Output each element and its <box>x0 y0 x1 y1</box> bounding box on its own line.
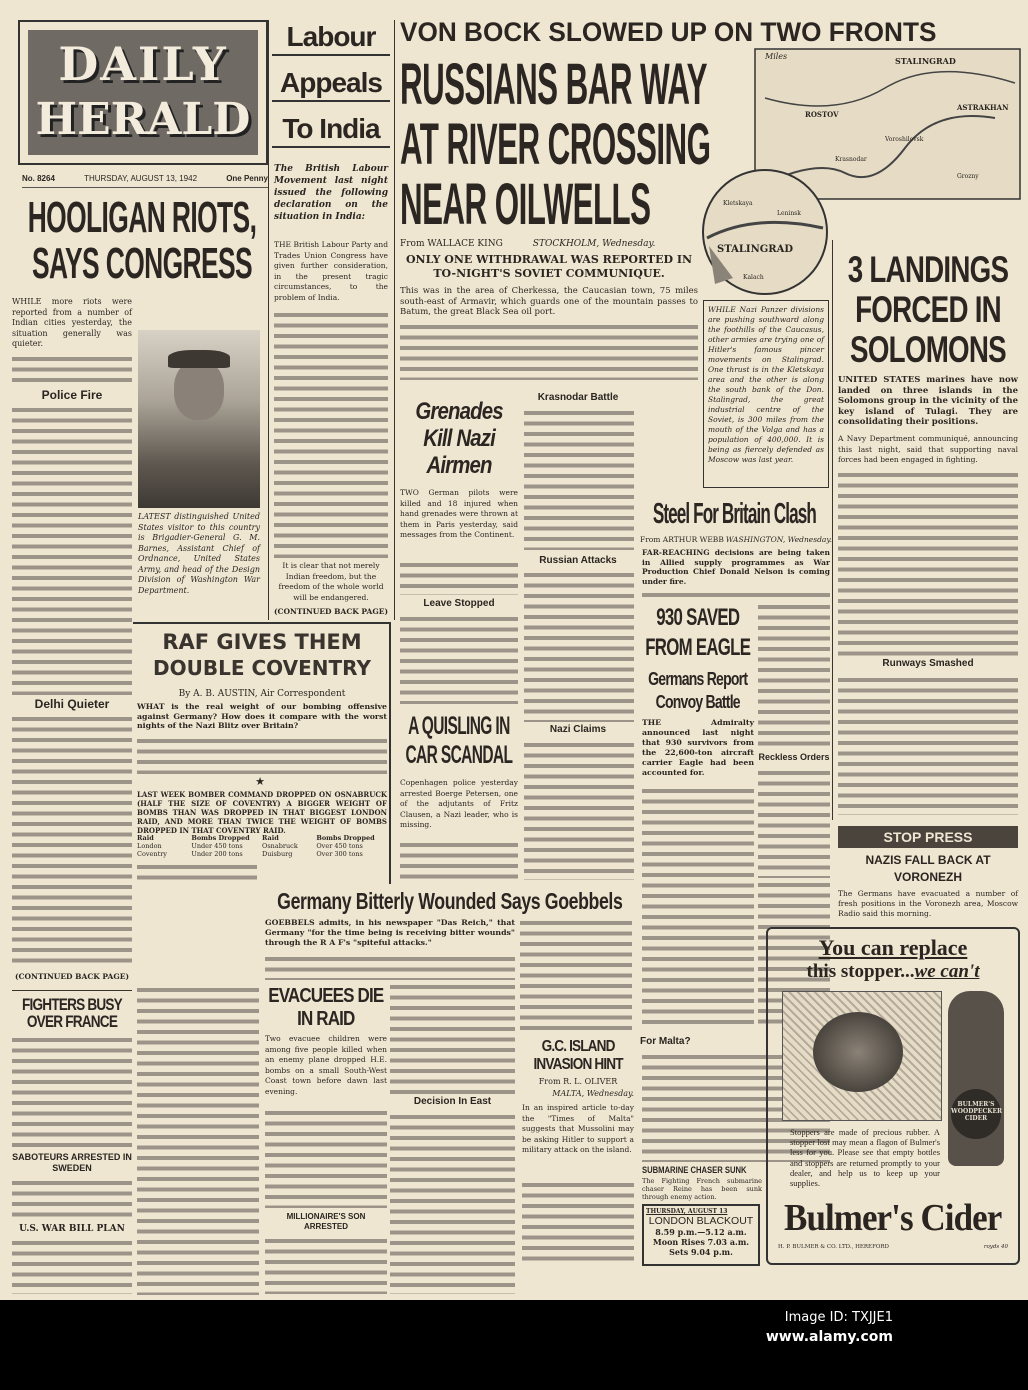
masthead-title-1: DAILY <box>58 37 228 91</box>
labour-closing: It is clear that not merely Indian freedom, but the freedom of the whole world will be endangered. <box>278 561 384 602</box>
labour-intro: The British Labour Movement last night issued the following declaration on the situation in India: <box>274 164 388 222</box>
krasnodar-body-text <box>524 408 634 550</box>
subhead-police-fire: Police Fire <box>41 388 103 402</box>
labour-headline-3: To India <box>272 116 390 148</box>
footer-bar <box>0 1300 1028 1390</box>
raf-lead: WHAT is the real weight of our bombing offensive against Germany? How does it compare with the worst nights of the Nazi Blitz over Britain? <box>137 702 387 730</box>
hooligan-continued: (CONTINUED BACK PAGE) <box>14 972 130 981</box>
raf-body-text-3 <box>137 985 259 1295</box>
goebbels-body-text <box>265 954 515 980</box>
goebbels-body: GOEBBELS admits, in his newspaper "Das Reich," that Germany "for the time being is receiving bitter wounds" through the R A F's "spiteful attacks." <box>265 918 515 947</box>
ad-line-1: You can replace <box>818 935 968 960</box>
hooligan-body-text <box>12 714 132 969</box>
map-label-kalach: Kalach <box>743 274 764 281</box>
quisling-body-text <box>400 840 518 880</box>
malta-body: In an inspired article to-day the "Times of Malta" suggests that Mussolini may be asking Hitler to support a military attack on the island. <box>522 1103 634 1154</box>
blackout-box <box>642 1204 760 1266</box>
map-label-stalingrad-inset: STALINGRAD <box>717 244 794 255</box>
map-label-astrakhan: ASTRAKHAN <box>957 103 1009 112</box>
malta-body-text <box>522 1180 634 1265</box>
stop-press-body: The Germans have evacuated a number of fresh positions in the Voronezh area, Moscow Radio said this morning. <box>838 889 1018 918</box>
grenades-headline: Grenades Kill Nazi Airmen <box>415 398 503 479</box>
issue-line <box>22 170 268 188</box>
millionaire-body-text <box>265 1236 387 1294</box>
bulmers-ad <box>766 927 1020 1265</box>
russian-attacks-body-text <box>524 570 634 722</box>
masthead-title-2: HERALD <box>35 94 251 145</box>
map-label-grozny: Grozny <box>957 173 979 180</box>
footer-image-id: Image ID: TXJJE1 <box>784 1310 893 1325</box>
raf-table-cell: London <box>137 842 162 850</box>
warbill-body-text <box>12 1238 132 1294</box>
subhead-leave-stopped: Leave Stopped <box>400 598 518 609</box>
ad-company: H. P. BULMER & CO. LTD., HEREFORD <box>778 1244 889 1250</box>
steel-headline: Steel For Britain Clash <box>652 498 816 530</box>
hooligan-body-text <box>12 354 132 385</box>
solomons-lead: UNITED STATES marines have now landed on three islands in the Solomons group in the vicinity of the key island of Tulagi. They are consolidating their positions. <box>838 375 1018 427</box>
raf-table-header: Bombs Dropped <box>191 834 250 842</box>
raf-table-cell: Duisburg <box>262 850 293 858</box>
goebbels-body-text-2 <box>390 982 515 1094</box>
eagle-headline: 930 SAVED FROM EAGLE <box>645 604 751 661</box>
map-label-leninsk: Leninsk <box>777 210 801 217</box>
saboteurs-body-text <box>12 1178 132 1220</box>
malta-headline: G.C. ISLAND INVASION HINT <box>533 1038 623 1073</box>
ad-line-2b: we can't <box>914 961 980 982</box>
map-label-krasnodar: Krasnodar <box>835 156 867 163</box>
steel-lead: FAR-REACHING decisions are being taken in Allied supply programmes as War Production Chief Donald Nelson is coming under fire. <box>642 548 830 586</box>
russians-byline-author: From WALLACE KING <box>400 239 503 249</box>
russians-dateline: STOCKHOLM, Wednesday. <box>532 239 656 249</box>
issue-number: No. 8264 <box>22 174 55 183</box>
map-label-miles: Miles <box>765 52 788 61</box>
raf-headline-2: DOUBLE COVENTRY <box>153 656 371 680</box>
blackout-title: LONDON BLACKOUT <box>648 1215 754 1227</box>
raf-table-header: Raid <box>262 834 279 842</box>
runways-body-text <box>838 675 1018 815</box>
ad-line-2: this stopper... <box>806 961 915 982</box>
steel-byline-author: From ARTHUR WEBB <box>640 535 724 544</box>
warbill-headline: U.S. WAR BILL PLAN <box>19 1224 125 1234</box>
raf-table-header: Bombs Dropped <box>316 834 375 842</box>
subhead-nazi-claims: Nazi Claims <box>549 724 607 735</box>
blackout-time: 8.59 p.m.—5.12 a.m. <box>655 1227 747 1237</box>
grenades-body: TWO German pilots were killed and 18 injured when hand grenades were thrown at them in Paris yesterday, said messages from the Continent. <box>400 488 518 539</box>
raf-table-header: Raid <box>137 834 154 842</box>
panzer-box: WHILE Nazi Panzer divisions are pushing southward along the foothills of the Caucasus, other armies are trying one of Hitler's famous pincer movements on Stalingrad. One thrust is in the Kletskaya area and the other is along the south bank of the Don. Stalingrad, the great industrial centre of the Soviet, is 300 miles from the mouth of the Volga and has a population of 400,000. It is being as fiercely defended as Moscow was last year. <box>703 300 829 488</box>
map-label-stalingrad: STALINGRAD <box>895 56 956 66</box>
evacuees-body: Two evacuee children were among five people killed when an enemy plane dropped H.E. bombs on a small South-West Coast town before dawn last evening. <box>265 1034 387 1096</box>
subhead-delhi-quieter: Delhi Quieter <box>34 697 110 711</box>
ad-text: Stoppers are made of precious rubber. A stopper lost may mean a flagon of Bulmer's less for you. Please see that empty bottles and stoppers are returned promptly to your dealer, and help us to keep up your supplies. <box>790 1127 940 1189</box>
russians-body: This was in the area of Cherkessa, the Caucasian town, 75 miles south-east of Armavir, which guards one of the mountain passes to Batum, the great Black Sea oil port. <box>400 286 698 317</box>
cider-bottle <box>948 991 1004 1166</box>
raf-table <box>137 834 387 858</box>
raf-table-cell: Under 200 tons <box>191 850 243 858</box>
raf-caps: LAST WEEK BOMBER COMMAND DROPPED ON OSNABRUCK (HALF THE SIZE OF COVENTRY) A BIGGER WEIGHT OF BOMBS THAN WAS DROPPED IN THAT BIGGEST LONDON RAID, AND MORE THAN TWICE THE WEIGHT OF BOMBS DROPPED IN THAT COVENTRY RAID. <box>137 790 387 835</box>
blackout-moon-sets: Sets 9.04 p.m. <box>669 1247 733 1257</box>
price: One Penny <box>226 174 268 183</box>
decision-body-text <box>390 1112 515 1294</box>
labour-headline-2: Appeals <box>272 70 390 102</box>
eagle-body-text <box>642 786 754 1030</box>
fighters-body-text <box>12 1035 132 1147</box>
labour-continued: (CONTINUED BACK PAGE) <box>273 607 389 616</box>
russians-byline <box>400 238 698 250</box>
raf-table-cell: Over 300 tons <box>316 850 363 858</box>
subhead-reckless-orders: Reckless Orders <box>758 752 830 762</box>
submarine-body: The Fighting French submarine chaser Reine has been sunk through enemy action. <box>642 1177 762 1201</box>
goebbels-headline: Germany Bitterly Wounded Says Goebbels <box>277 888 623 914</box>
map-label-kletskaya: Kletskaya <box>723 200 753 207</box>
grenades-body-text <box>400 560 518 595</box>
hooligan-headline: HOOLIGAN RIOTS, SAYS CONGRESS <box>27 193 257 288</box>
steel-byline <box>640 535 832 545</box>
raf-body-text-2 <box>137 862 257 882</box>
footer-site[interactable]: www.alamy.com <box>765 1329 893 1345</box>
stop-press-label: STOP PRESS <box>838 826 1018 848</box>
masthead <box>18 20 268 165</box>
solomons-body: A Navy Department communiqué, announcing this last night, said that supporting naval forces had been engaged in fighting. <box>838 434 1018 464</box>
reckless-orders-body-text <box>758 768 830 878</box>
steel-dateline: WASHINGTON, Wednesday. <box>725 535 832 544</box>
map-label-rostov: ROSTOV <box>805 110 839 119</box>
labour-lead: THE British Labour Party and Trades Union Congress have given further consideration, in the present tragic circumstances, to the problem of India. <box>274 240 388 302</box>
saboteurs-headline: SABOTEURS ARRESTED IN SWEDEN <box>12 1152 132 1173</box>
raf-headline-1: RAF GIVES THEM <box>162 630 362 654</box>
subhead-for-malta: For Malta? <box>640 1036 691 1047</box>
steel-body-text <box>758 602 830 748</box>
raf-body-text <box>137 736 387 774</box>
malta-dateline: MALTA, Wednesday. <box>552 1089 634 1098</box>
fighters-headline: FIGHTERS BUSY OVER FRANCE <box>22 995 122 1031</box>
solomons-body-text <box>838 470 1018 656</box>
eagle-lead: THE Admiralty announced last night that 930 survivors from the 22,600-ton aircraft carrier Eagle had been accounted for. <box>642 718 754 777</box>
eagle-subheadline: Germans Report Convoy Battle <box>648 669 748 712</box>
quisling-body: Copenhagen police yesterday arrested Boerge Petersen, one of the adjutants of Fritz Clausen, a Nazi leader, who is missing. <box>400 778 518 829</box>
raf-table-cell: Coventry <box>137 850 167 858</box>
blackout-moon-rises: Moon Rises 7.03 a.m. <box>652 1237 750 1247</box>
quisling-headline: A QUISLING IN CAR SCANDAL <box>405 712 513 769</box>
evacuees-headline: EVACUEES DIE IN RAID <box>268 985 384 1030</box>
millionaire-headline: MILLIONAIRE'S SON ARRESTED <box>286 1212 366 1231</box>
star-icon: ★ <box>255 775 265 788</box>
raf-table-cell: Over 450 tons <box>316 842 363 850</box>
stop-press-headline: NAZIS FALL BACK AT VORONEZH <box>865 853 991 884</box>
russians-kicker: VON BOCK SLOWED UP ON TWO FRONTS <box>400 17 937 47</box>
leave-stopped-body-text <box>400 614 518 704</box>
photo-caption: LATEST distinguished United States visitor to this country is Brigadier-General G. M. Barnes, Assistant Chief of Ordnance, United States Army, and head of the Design Division of Washington War Department. <box>138 512 260 595</box>
hooligan-body-text <box>12 405 132 695</box>
bottle-label: BULMER'S WOODPECKER CIDER <box>951 1089 1001 1139</box>
hooligan-lead: WHILE more riots were reported from a number of Indian cities yesterday, the situation generally was quieter. <box>12 297 132 348</box>
subhead-russian-attacks: Russian Attacks <box>539 555 617 566</box>
russians-lead: ONLY ONE WITHDRAWAL WAS REPORTED IN TO-NIGHT'S SOVIET COMMUNIQUE. <box>405 253 693 280</box>
russians-headline: RUSSIANS BAR WAY AT RIVER CROSSING NEAR OILWELLS <box>400 52 711 237</box>
russians-body-text <box>400 322 698 380</box>
submarine-headline: SUBMARINE CHASER SUNK <box>642 1165 747 1175</box>
goebbels-side-text <box>520 918 632 1034</box>
subhead-runways-smashed: Runways Smashed <box>882 658 974 669</box>
labour-body-text <box>274 310 388 558</box>
raf-byline: By A. B. AUSTIN, Air Correspondent <box>178 689 346 699</box>
subhead-krasnodar-battle: Krasnodar Battle <box>537 392 619 403</box>
subhead-decision-in-east: Decision In East <box>413 1096 492 1107</box>
solomons-headline: 3 LANDINGS FORCED IN SOLOMONS <box>847 249 1009 370</box>
ad-code: royds 40 <box>983 1244 1008 1250</box>
malta-byline: From R. L. OLIVER <box>538 1077 618 1086</box>
nazi-claims-body-text <box>524 740 634 880</box>
issue-date: THURSDAY, AUGUST 13, 1942 <box>84 174 198 183</box>
steel-body-text <box>642 590 830 598</box>
stopper-illustration <box>782 991 942 1121</box>
blackout-date: THURSDAY, AUGUST 13 <box>646 1208 728 1215</box>
raf-table-cell: Osnabruck <box>262 842 298 850</box>
raf-table-cell: Under 450 tons <box>191 842 243 850</box>
evacuees-body-text <box>265 1108 387 1208</box>
photo-general-barnes <box>138 330 260 508</box>
labour-headline-1: Labour <box>272 24 390 56</box>
ad-brand: Bulmer's Cider <box>784 1197 1002 1239</box>
map-label-voroshilovsk: Voroshilovsk <box>885 136 924 143</box>
